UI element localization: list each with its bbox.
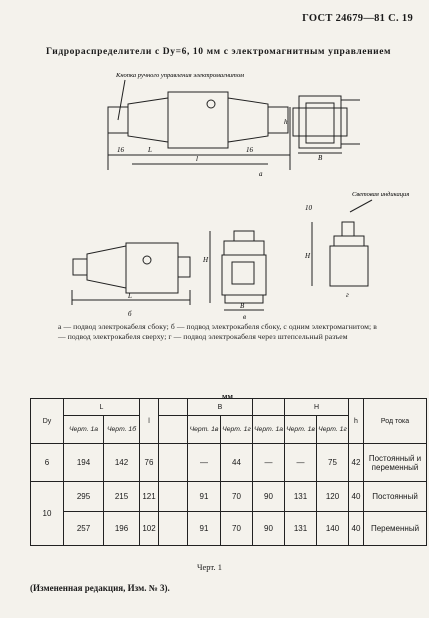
cell-B1g: 70 xyxy=(221,482,253,512)
cell-l: 76 xyxy=(140,444,159,482)
cell-l: 102 xyxy=(140,512,159,546)
view-v-box xyxy=(210,231,266,310)
dimensions-table xyxy=(30,398,427,546)
cell-H1a: 90 xyxy=(253,482,285,512)
cell-L1a: 194 xyxy=(64,444,104,482)
cell-current: Постоянный xyxy=(364,482,427,512)
dim-B-v: B xyxy=(240,302,245,310)
view-v-label: в xyxy=(243,313,247,321)
col-H: H xyxy=(285,399,349,416)
col-H-1g: Черт. 1г xyxy=(317,416,349,444)
view-a-valve xyxy=(108,80,290,170)
cell-L1a: 295 xyxy=(64,482,104,512)
cell-empty xyxy=(159,482,188,512)
dim-B: B xyxy=(318,154,323,162)
col-B: B xyxy=(188,399,253,416)
cell-empty xyxy=(159,444,188,482)
unit-label: мм xyxy=(222,392,233,401)
col-l: l xyxy=(140,399,159,444)
cell-current: Постоянный и переменный xyxy=(364,444,427,482)
col-H-1v: Черт. 1в xyxy=(285,416,317,444)
cell-L1b: 142 xyxy=(104,444,140,482)
table-row xyxy=(31,512,427,546)
cell-H1a: — xyxy=(253,444,285,482)
cell-l: 121 xyxy=(140,482,159,512)
cell-L1b: 215 xyxy=(104,482,140,512)
cell-dy: 10 xyxy=(31,482,64,546)
cell-H1v: 131 xyxy=(285,512,317,546)
cell-H1a: 90 xyxy=(253,512,285,546)
cell-B1v: 91 xyxy=(188,512,221,546)
col-H-1a: Черт. 1а xyxy=(253,416,285,444)
dim-H-v: H xyxy=(203,256,209,264)
dim-16-right: 16 xyxy=(246,146,253,154)
cell-H1g: 120 xyxy=(317,482,349,512)
cell-H1v: 131 xyxy=(285,482,317,512)
col-L-1b: Черт. 1б xyxy=(104,416,140,444)
view-a-label: a xyxy=(259,170,263,178)
page-title: Гидрораспределители с Dy=6, 10 мм с электромагнитным управлением xyxy=(46,47,392,57)
manual-button-label: Кнопка ручного управления электромагнитом xyxy=(116,72,245,79)
table-row xyxy=(31,482,427,512)
cell-h: 40 xyxy=(349,482,364,512)
col-B-1g: Черт. 1г xyxy=(221,416,253,444)
cell-B1v: 91 xyxy=(188,482,221,512)
dim-10: 10 xyxy=(305,204,312,212)
view-b-label: б xyxy=(128,310,132,318)
cell-L1b: 196 xyxy=(104,512,140,546)
cell-B1g: 70 xyxy=(221,512,253,546)
figure-legend: а — подвод электрокабеля сбоку; б — подвод электрокабеля сбоку, с одним электромагнитом; в — подвод электрокабеля сверху; г — подвод электрокабеля через штепсельный разъем xyxy=(58,322,377,341)
col-L-1a: Черт. 1а xyxy=(64,416,104,444)
cell-dy: 6 xyxy=(31,444,64,482)
dim-l: l xyxy=(196,155,198,163)
cell-H1v: — xyxy=(285,444,317,482)
col-B-1v: Черт. 1в xyxy=(188,416,221,444)
view-g-label: г xyxy=(346,291,349,299)
view-a-side xyxy=(293,96,360,153)
cell-h: 42 xyxy=(349,444,364,482)
col-dy: Dy xyxy=(31,399,64,444)
cell-current: Переменный xyxy=(364,512,427,546)
dim-16: 16 xyxy=(117,146,124,154)
dim-L: L xyxy=(148,146,152,154)
cell-B1v: — xyxy=(188,444,221,482)
table-row xyxy=(31,444,427,482)
col-L: L xyxy=(64,399,140,416)
light-indicator-label: Световая индикация xyxy=(352,191,410,198)
dim-L-b: L xyxy=(128,292,132,300)
cell-h: 40 xyxy=(349,512,364,546)
col-current: Род тока xyxy=(364,399,427,444)
cell-empty xyxy=(159,512,188,546)
cell-H1g: 75 xyxy=(317,444,349,482)
view-g-box xyxy=(312,200,372,286)
dim-H-g: H xyxy=(305,252,311,260)
footer-note: (Измененная редакция, Изм. № 3). xyxy=(30,583,170,593)
col-h: h xyxy=(349,399,364,444)
page-header: ГОСТ 24679—81 С. 19 xyxy=(302,13,413,24)
figure-caption: Черт. 1 xyxy=(197,562,223,572)
dim-h: h xyxy=(284,118,288,126)
cell-H1g: 140 xyxy=(317,512,349,546)
cell-B1g: 44 xyxy=(221,444,253,482)
cell-L1a: 257 xyxy=(64,512,104,546)
